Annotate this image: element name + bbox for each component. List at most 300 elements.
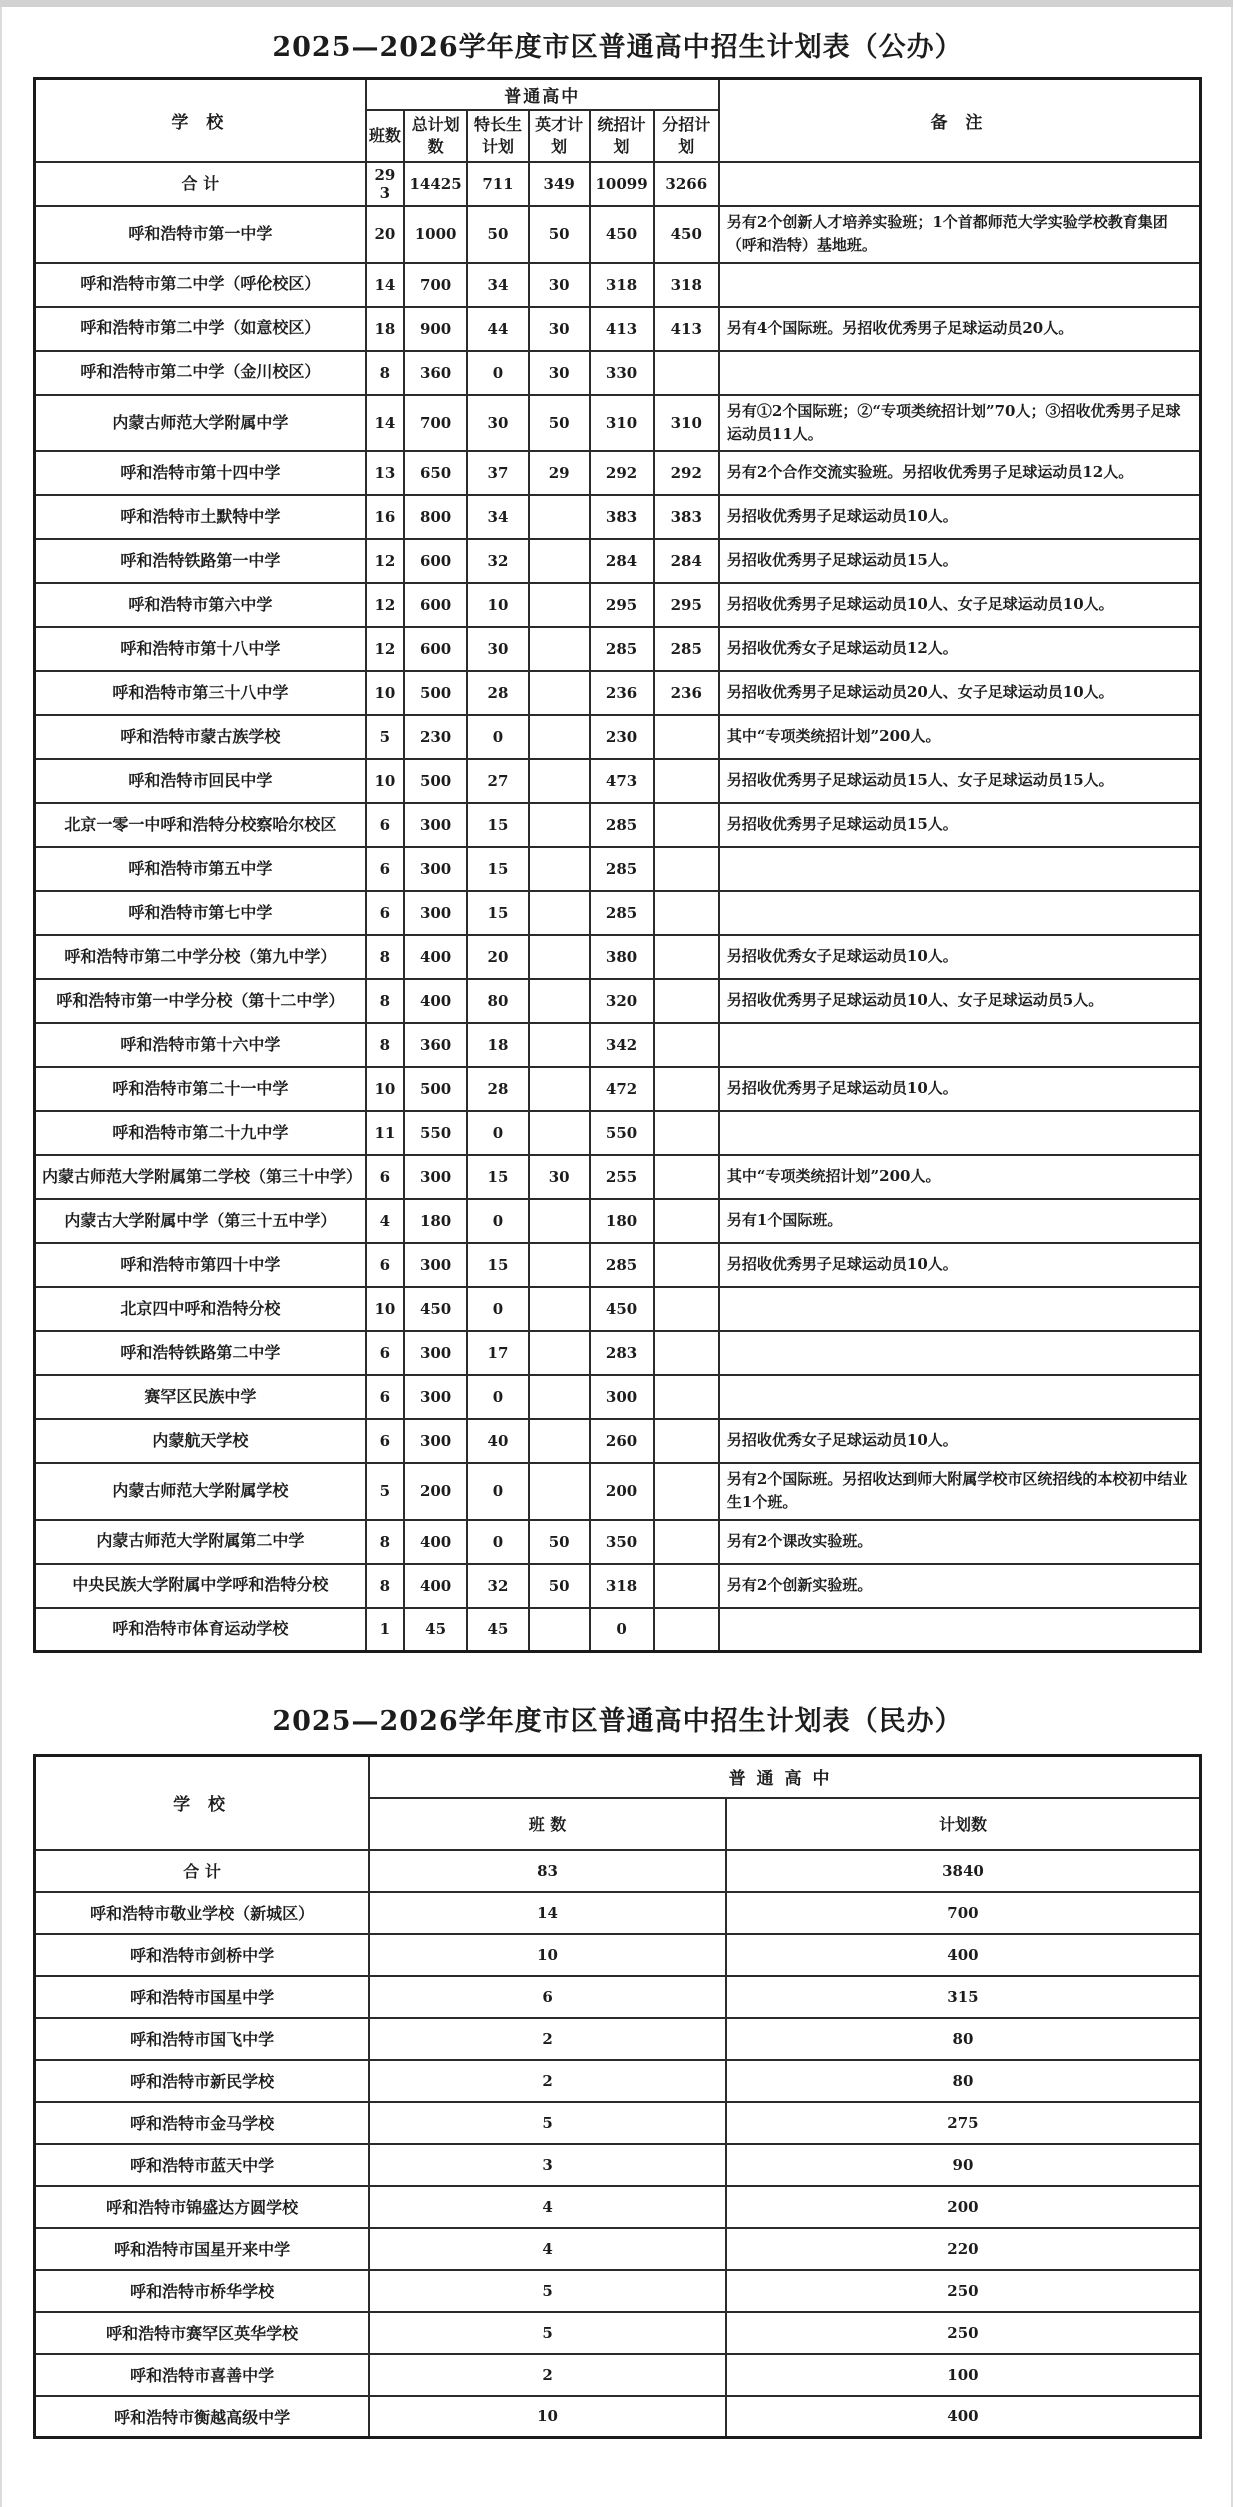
value-cell <box>529 627 590 671</box>
value-cell: 360 <box>404 1023 467 1067</box>
remark-cell: 另有1个国际班。 <box>719 1199 1201 1243</box>
value-cell: 310 <box>654 395 719 452</box>
value-cell: 700 <box>404 263 467 307</box>
table-row <box>35 1564 1201 1608</box>
school-name-cell: 呼和浩特市第二中学（如意校区） <box>35 307 366 351</box>
value-cell: 450 <box>590 1287 654 1331</box>
school-name-cell: 呼和浩特市第六中学 <box>35 583 366 627</box>
remark-cell: 另招收优秀女子足球运动员10人。 <box>719 935 1201 979</box>
value-cell: 0 <box>467 1111 529 1155</box>
value-cell: 200 <box>404 1463 467 1520</box>
value-cell: 450 <box>590 206 654 263</box>
table-row <box>35 451 1201 495</box>
value-cell: 400 <box>404 1520 467 1564</box>
school-name-cell: 赛罕区民族中学 <box>35 1375 366 1419</box>
value-cell: 293 <box>366 162 404 206</box>
value-cell: 8 <box>366 979 404 1023</box>
school-name-cell: 呼和浩特市第二十一中学 <box>35 1067 366 1111</box>
value-cell: 13 <box>366 451 404 495</box>
school-name-cell: 呼和浩特市第十四中学 <box>35 451 366 495</box>
value-cell: 283 <box>590 1331 654 1375</box>
header-group-putong-gaozhong: 普通高中 <box>366 79 719 111</box>
table-row <box>35 1520 1201 1564</box>
value-cell: 12 <box>366 583 404 627</box>
value-cell: 17 <box>467 1331 529 1375</box>
remark-cell <box>719 162 1201 206</box>
school-name-cell: 呼和浩特市第二中学分校（第九中学） <box>35 935 366 979</box>
table-row <box>35 1243 1201 1287</box>
value-cell <box>654 351 719 395</box>
value-cell: 295 <box>590 583 654 627</box>
school-name-cell: 呼和浩特铁路第一中学 <box>35 539 366 583</box>
value-cell <box>654 803 719 847</box>
value-cell: 37 <box>467 451 529 495</box>
value-cell <box>654 1564 719 1608</box>
school-name-cell: 内蒙古师范大学附属中学 <box>35 395 366 452</box>
value-cell: 284 <box>590 539 654 583</box>
value-cell <box>654 1023 719 1067</box>
remark-cell: 另有①2个国际班；②“专项类统招计划”70人；③招收优秀男子足球运动员11人。 <box>719 395 1201 452</box>
value-cell: 10 <box>366 759 404 803</box>
value-cell <box>654 1419 719 1463</box>
value-cell: 0 <box>467 1199 529 1243</box>
value-cell: 350 <box>590 1520 654 1564</box>
value-cell: 5 <box>369 2312 726 2354</box>
public-table-header <box>35 79 1201 163</box>
school-name-cell: 呼和浩特市国飞中学 <box>35 2018 370 2060</box>
value-cell: 15 <box>467 1155 529 1199</box>
value-cell: 700 <box>404 395 467 452</box>
school-name-cell: 呼和浩特市第十八中学 <box>35 627 366 671</box>
value-cell <box>654 759 719 803</box>
value-cell: 4 <box>366 1199 404 1243</box>
value-cell: 383 <box>654 495 719 539</box>
value-cell: 30 <box>467 627 529 671</box>
value-cell: 45 <box>467 1608 529 1652</box>
header-class-count: 班数 <box>366 110 404 162</box>
value-cell: 30 <box>529 263 590 307</box>
school-name-cell: 呼和浩特市体育运动学校 <box>35 1608 366 1652</box>
value-cell: 600 <box>404 539 467 583</box>
value-cell: 28 <box>467 671 529 715</box>
school-name-cell: 中央民族大学附属中学呼和浩特分校 <box>35 1564 366 1608</box>
value-cell: 32 <box>467 1564 529 1608</box>
value-cell <box>529 1111 590 1155</box>
value-cell <box>654 1155 719 1199</box>
value-cell: 6 <box>366 1375 404 1419</box>
value-cell <box>529 1331 590 1375</box>
table-row <box>35 307 1201 351</box>
value-cell: 15 <box>467 891 529 935</box>
value-cell: 800 <box>404 495 467 539</box>
value-cell: 292 <box>590 451 654 495</box>
value-cell: 12 <box>366 539 404 583</box>
value-cell: 6 <box>366 1331 404 1375</box>
header-remark: 备 注 <box>719 79 1201 163</box>
school-name-cell: 呼和浩特市蓝天中学 <box>35 2144 370 2186</box>
value-cell <box>529 759 590 803</box>
table-row <box>35 2018 1201 2060</box>
value-cell: 3840 <box>726 1850 1201 1892</box>
value-cell: 15 <box>467 847 529 891</box>
school-name-cell: 呼和浩特市衡越高级中学 <box>35 2396 370 2438</box>
school-name-cell: 呼和浩特市国星开来中学 <box>35 2228 370 2270</box>
school-name-cell: 呼和浩特市第二十九中学 <box>35 1111 366 1155</box>
value-cell: 10 <box>467 583 529 627</box>
table-row <box>35 1463 1201 1520</box>
value-cell: 14425 <box>404 162 467 206</box>
value-cell: 34 <box>467 495 529 539</box>
table-row <box>35 759 1201 803</box>
school-name-cell: 内蒙古师范大学附属第二中学 <box>35 1520 366 1564</box>
private-table-header <box>35 1756 1201 1850</box>
value-cell: 383 <box>590 495 654 539</box>
remark-cell <box>719 891 1201 935</box>
value-cell <box>529 1023 590 1067</box>
table-row <box>35 1608 1201 1652</box>
table-row <box>35 2354 1201 2396</box>
value-cell: 300 <box>404 1419 467 1463</box>
value-cell <box>529 847 590 891</box>
value-cell: 8 <box>366 1520 404 1564</box>
value-cell: 5 <box>366 1463 404 1520</box>
table-row <box>35 803 1201 847</box>
value-cell: 4 <box>369 2186 726 2228</box>
table-row <box>35 671 1201 715</box>
remark-cell: 另有2个创新人才培养实验班；1个首都师范大学实验学校教育集团（呼和浩特）基地班。 <box>719 206 1201 263</box>
header-group-putong-gaozhong: 普通高中 <box>369 1756 1200 1798</box>
value-cell: 5 <box>369 2102 726 2144</box>
value-cell <box>654 1199 719 1243</box>
value-cell: 10 <box>366 671 404 715</box>
remark-cell <box>719 1287 1201 1331</box>
value-cell: 0 <box>467 351 529 395</box>
school-name-cell: 呼和浩特市敬业学校（新城区） <box>35 1892 370 1934</box>
value-cell: 15 <box>467 1243 529 1287</box>
value-cell: 1 <box>366 1608 404 1652</box>
value-cell: 400 <box>404 935 467 979</box>
value-cell: 10 <box>369 1934 726 1976</box>
value-cell: 275 <box>726 2102 1201 2144</box>
public-enrollment-table <box>33 77 1202 1653</box>
table-row <box>35 1023 1201 1067</box>
value-cell <box>529 1375 590 1419</box>
value-cell: 50 <box>529 206 590 263</box>
value-cell: 285 <box>590 847 654 891</box>
value-cell: 10 <box>366 1287 404 1331</box>
school-name-cell: 呼和浩特市国星中学 <box>35 1976 370 2018</box>
table-row <box>35 263 1201 307</box>
value-cell <box>654 1111 719 1155</box>
table-row <box>35 847 1201 891</box>
value-cell: 300 <box>590 1375 654 1419</box>
table-row <box>35 539 1201 583</box>
school-name-cell: 北京一零一中呼和浩特分校察哈尔校区 <box>35 803 366 847</box>
value-cell: 500 <box>404 759 467 803</box>
value-cell: 6 <box>366 803 404 847</box>
header-plan-count: 计划数 <box>726 1798 1201 1850</box>
remark-cell <box>719 1331 1201 1375</box>
school-name-cell: 呼和浩特市第二中学（呼伦校区） <box>35 263 366 307</box>
value-cell: 30 <box>529 1155 590 1199</box>
value-cell: 50 <box>529 395 590 452</box>
value-cell: 30 <box>467 395 529 452</box>
remark-cell <box>719 1023 1201 1067</box>
value-cell: 50 <box>529 1520 590 1564</box>
value-cell: 250 <box>726 2270 1201 2312</box>
total-row <box>35 162 1201 206</box>
value-cell: 0 <box>467 715 529 759</box>
table-row <box>35 1934 1201 1976</box>
remark-cell: 另有4个国际班。另招收优秀男子足球运动员20人。 <box>719 307 1201 351</box>
value-cell: 300 <box>404 891 467 935</box>
private-table-body <box>35 1850 1201 2438</box>
table-row <box>35 715 1201 759</box>
private-table-title: 2025—2026学年度市区普通高中招生计划表（民办） <box>272 1706 963 1737</box>
value-cell: 18 <box>366 307 404 351</box>
remark-cell: 其中“专项类统招计划”200人。 <box>719 715 1201 759</box>
header-school: 学 校 <box>35 79 366 163</box>
value-cell <box>654 1375 719 1419</box>
school-name-cell: 呼和浩特市第四十中学 <box>35 1243 366 1287</box>
table-row <box>35 206 1201 263</box>
value-cell: 34 <box>467 263 529 307</box>
table-row <box>35 351 1201 395</box>
value-cell: 300 <box>404 1375 467 1419</box>
table-row <box>35 1976 1201 2018</box>
value-cell: 413 <box>654 307 719 351</box>
remark-cell: 另招收优秀男子足球运动员10人。 <box>719 495 1201 539</box>
table-row <box>35 1067 1201 1111</box>
value-cell: 16 <box>366 495 404 539</box>
header-school: 学 校 <box>35 1756 370 1850</box>
table-row <box>35 2228 1201 2270</box>
value-cell: 284 <box>654 539 719 583</box>
table-row <box>35 1111 1201 1155</box>
remark-cell: 另招收优秀男子足球运动员15人。 <box>719 803 1201 847</box>
school-name-cell: 呼和浩特市桥华学校 <box>35 2270 370 2312</box>
value-cell <box>529 1199 590 1243</box>
value-cell: 27 <box>467 759 529 803</box>
value-cell: 40 <box>467 1419 529 1463</box>
table-row <box>35 627 1201 671</box>
value-cell <box>654 847 719 891</box>
value-cell: 29 <box>529 451 590 495</box>
header-yingcai-plan: 英才计划 <box>529 110 590 162</box>
value-cell <box>529 1067 590 1111</box>
value-cell: 6 <box>366 891 404 935</box>
value-cell: 8 <box>366 351 404 395</box>
table-row <box>35 1199 1201 1243</box>
value-cell: 0 <box>467 1287 529 1331</box>
school-name-cell: 合 计 <box>35 162 366 206</box>
private-enrollment-table <box>33 1754 1202 2439</box>
value-cell: 6 <box>366 1419 404 1463</box>
value-cell: 450 <box>654 206 719 263</box>
remark-cell: 另有2个合作交流实验班。另招收优秀男子足球运动员12人。 <box>719 451 1201 495</box>
table-row <box>35 2396 1201 2438</box>
value-cell: 100 <box>726 2354 1201 2396</box>
school-name-cell: 呼和浩特市第十六中学 <box>35 1023 366 1067</box>
value-cell: 80 <box>726 2018 1201 2060</box>
remark-cell: 另招收优秀男子足球运动员10人。 <box>719 1243 1201 1287</box>
header-total-plan: 总计划数 <box>404 110 467 162</box>
value-cell <box>529 803 590 847</box>
value-cell: 8 <box>366 1564 404 1608</box>
remark-cell: 另招收优秀女子足球运动员10人。 <box>719 1419 1201 1463</box>
value-cell <box>529 935 590 979</box>
value-cell: 12 <box>366 627 404 671</box>
remark-cell: 另招收优秀男子足球运动员10人。 <box>719 1067 1201 1111</box>
total-row <box>35 1850 1201 1892</box>
school-name-cell: 内蒙航天学校 <box>35 1419 366 1463</box>
value-cell: 360 <box>404 351 467 395</box>
school-name-cell: 呼和浩特市第三十八中学 <box>35 671 366 715</box>
value-cell: 32 <box>467 539 529 583</box>
value-cell: 711 <box>467 162 529 206</box>
remark-cell <box>719 847 1201 891</box>
value-cell: 318 <box>590 263 654 307</box>
remark-cell: 另有2个课改实验班。 <box>719 1520 1201 1564</box>
remark-cell: 另招收优秀男子足球运动员15人。 <box>719 539 1201 583</box>
school-name-cell: 呼和浩特市第二中学（金川校区） <box>35 351 366 395</box>
value-cell: 20 <box>467 935 529 979</box>
value-cell: 285 <box>590 803 654 847</box>
value-cell: 6 <box>366 847 404 891</box>
value-cell: 2 <box>369 2018 726 2060</box>
value-cell <box>529 671 590 715</box>
value-cell: 3 <box>369 2144 726 2186</box>
value-cell: 6 <box>366 1243 404 1287</box>
remark-cell: 其中“专项类统招计划”200人。 <box>719 1155 1201 1199</box>
value-cell: 700 <box>726 1892 1201 1934</box>
value-cell <box>529 891 590 935</box>
value-cell: 28 <box>467 1067 529 1111</box>
value-cell: 14 <box>369 1892 726 1934</box>
value-cell: 230 <box>404 715 467 759</box>
school-name-cell: 呼和浩特市赛罕区英华学校 <box>35 2312 370 2354</box>
remark-cell: 另招收优秀女子足球运动员12人。 <box>719 627 1201 671</box>
school-name-cell: 北京四中呼和浩特分校 <box>35 1287 366 1331</box>
value-cell: 45 <box>404 1608 467 1652</box>
school-name-cell: 内蒙古大学附属中学（第三十五中学） <box>35 1199 366 1243</box>
table-row <box>35 1375 1201 1419</box>
school-name-cell: 呼和浩特市蒙古族学校 <box>35 715 366 759</box>
value-cell: 80 <box>726 2060 1201 2102</box>
remark-cell <box>719 263 1201 307</box>
value-cell: 14 <box>366 263 404 307</box>
value-cell <box>654 1331 719 1375</box>
value-cell: 250 <box>726 2312 1201 2354</box>
value-cell: 400 <box>726 2396 1201 2438</box>
table-row <box>35 1331 1201 1375</box>
value-cell: 10 <box>366 1067 404 1111</box>
value-cell: 80 <box>467 979 529 1023</box>
school-name-cell: 呼和浩特市土默特中学 <box>35 495 366 539</box>
school-name-cell: 呼和浩特市第一中学 <box>35 206 366 263</box>
header-tongzhao-plan: 统招计划 <box>590 110 654 162</box>
value-cell: 200 <box>590 1463 654 1520</box>
value-cell: 295 <box>654 583 719 627</box>
value-cell: 255 <box>590 1155 654 1199</box>
value-cell: 400 <box>404 1564 467 1608</box>
table-row <box>35 935 1201 979</box>
remark-cell: 另有2个国际班。另招收达到师大附属学校市区统招线的本校初中结业生1个班。 <box>719 1463 1201 1520</box>
value-cell <box>654 891 719 935</box>
value-cell <box>529 1463 590 1520</box>
table-row <box>35 495 1201 539</box>
table-row <box>35 2186 1201 2228</box>
value-cell: 285 <box>654 627 719 671</box>
school-name-cell: 呼和浩特市第五中学 <box>35 847 366 891</box>
school-name-cell: 呼和浩特市锦盛达方圆学校 <box>35 2186 370 2228</box>
value-cell <box>654 935 719 979</box>
value-cell: 318 <box>590 1564 654 1608</box>
value-cell <box>654 1067 719 1111</box>
value-cell: 10 <box>369 2396 726 2438</box>
value-cell: 0 <box>590 1608 654 1652</box>
value-cell <box>529 979 590 1023</box>
value-cell <box>654 1287 719 1331</box>
value-cell: 600 <box>404 583 467 627</box>
value-cell: 500 <box>404 671 467 715</box>
table-row <box>35 2144 1201 2186</box>
table-row <box>35 2102 1201 2144</box>
value-cell <box>529 495 590 539</box>
value-cell: 11 <box>366 1111 404 1155</box>
value-cell: 8 <box>366 1023 404 1067</box>
value-cell: 14 <box>366 395 404 452</box>
value-cell: 4 <box>369 2228 726 2270</box>
remark-cell <box>719 351 1201 395</box>
value-cell <box>529 1419 590 1463</box>
table-row <box>35 2270 1201 2312</box>
value-cell: 300 <box>404 1331 467 1375</box>
school-name-cell: 呼和浩特铁路第二中学 <box>35 1331 366 1375</box>
value-cell: 2 <box>369 2060 726 2102</box>
table-row <box>35 2060 1201 2102</box>
value-cell: 285 <box>590 1243 654 1287</box>
school-name-cell: 呼和浩特市剑桥中学 <box>35 1934 370 1976</box>
value-cell: 50 <box>467 206 529 263</box>
value-cell: 30 <box>529 307 590 351</box>
value-cell: 380 <box>590 935 654 979</box>
value-cell: 330 <box>590 351 654 395</box>
value-cell: 15 <box>467 803 529 847</box>
value-cell: 236 <box>590 671 654 715</box>
remark-cell: 另有2个创新实验班。 <box>719 1564 1201 1608</box>
value-cell: 285 <box>590 891 654 935</box>
school-name-cell: 呼和浩特市第七中学 <box>35 891 366 935</box>
value-cell: 260 <box>590 1419 654 1463</box>
remark-cell <box>719 1608 1201 1652</box>
value-cell: 349 <box>529 162 590 206</box>
value-cell: 550 <box>404 1111 467 1155</box>
value-cell: 318 <box>654 263 719 307</box>
value-cell <box>529 1608 590 1652</box>
value-cell: 220 <box>726 2228 1201 2270</box>
remark-cell: 另招收优秀男子足球运动员10人、女子足球运动员10人。 <box>719 583 1201 627</box>
table-row <box>35 2312 1201 2354</box>
value-cell: 18 <box>467 1023 529 1067</box>
value-cell: 413 <box>590 307 654 351</box>
value-cell <box>654 979 719 1023</box>
value-cell: 400 <box>726 1934 1201 1976</box>
value-cell: 300 <box>404 1155 467 1199</box>
remark-cell: 另招收优秀男子足球运动员15人、女子足球运动员15人。 <box>719 759 1201 803</box>
header-class-count: 班 数 <box>369 1798 726 1850</box>
value-cell: 473 <box>590 759 654 803</box>
